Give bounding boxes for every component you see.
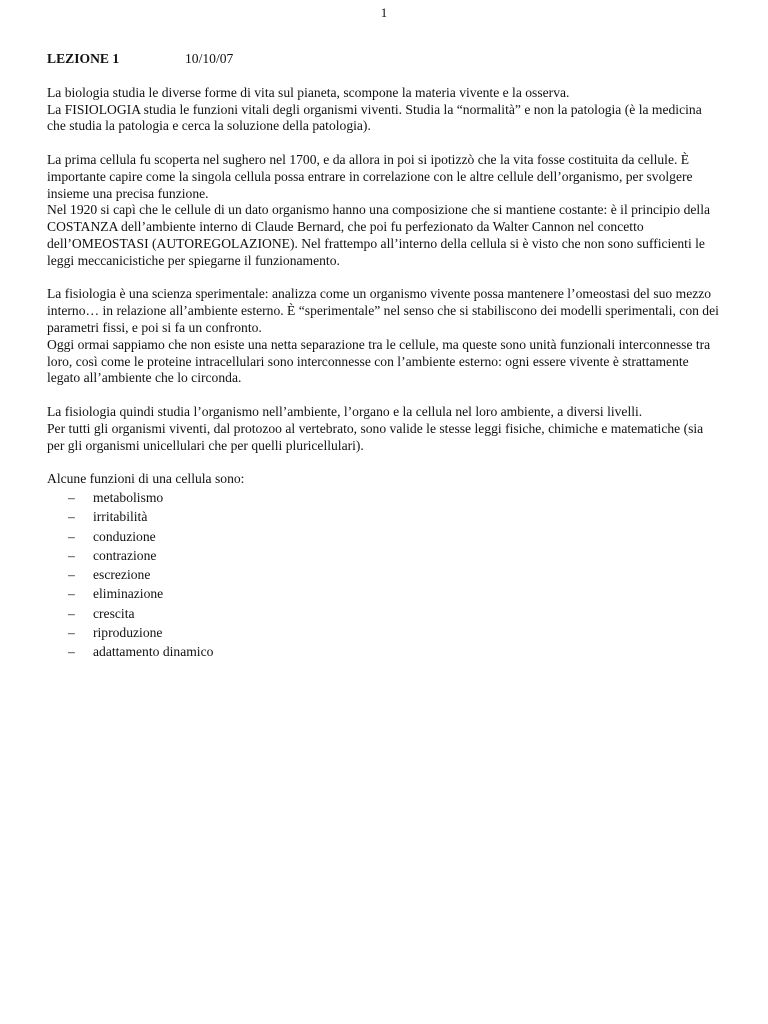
paragraph-block-experimental (47, 286, 722, 387)
lesson-date: 10/10/07 (185, 51, 234, 66)
list-item-label: metabolismo (93, 489, 164, 505)
list-item (47, 565, 722, 584)
list-item-label: escrezione (93, 567, 151, 583)
paragraph: Per tutti gli organismi viventi, dal protozoo al vertebrato, sono valide le stesse leggi fisiche, chimiche e matematiche (sia per gli organismi unicellulari che per quelli pluricellulari). (47, 420, 704, 453)
paragraph-block-levels (47, 404, 722, 454)
dash-bullet: – (68, 567, 75, 583)
list-item (47, 642, 722, 661)
list-item (47, 604, 722, 623)
functions-section (47, 471, 722, 661)
paragraph: La prima cellula fu scoperta nel sughero nel 1700, e da allora in poi si ipotizzò che la vita fosse costituita da cellule. È importante capire come la singola cellula possa entrare in correlazione con le altre cellule dell’organismo, per svolgere insieme una precisa funzione. (47, 151, 693, 201)
paragraph: La biologia studia le diverse forme di vita sul pianeta, scompone la materia vivente e la osserva. (47, 84, 570, 100)
list-item-label: eliminazione (93, 586, 164, 602)
list-item-label: riproduzione (93, 625, 163, 640)
paragraph: Nel 1920 si capì che le cellule di un dato organismo hanno una composizione che si mantiene costante: è il principio della COSTANZA dell’ambiente interno di Claude Bernard, che poi fu perfezionato da Walter Cannon nel concetto dell’OMEOSTASI (AUTOREGOLAZIONE). Nel frattempo all’interno della cellula si è visto che non sono sufficienti le leggi meccanicistiche per spiegarne il funzionamento. (47, 202, 711, 268)
list-item-label: crescita (93, 605, 135, 621)
paragraph: La FISIOLOGIA studia le funzioni vitali degli organismi viventi. Studia la “normalità” e non la patologia (è la medicina che studia la patologia e cerca la soluzione della patologia). (47, 101, 702, 134)
dash-bullet: – (68, 509, 75, 525)
dash-bullet: – (68, 625, 75, 640)
paragraph-block-intro (47, 85, 722, 135)
dash-bullet: – (68, 489, 75, 505)
paragraph-block-cells (47, 152, 722, 270)
list-item (47, 584, 722, 603)
paragraph: Oggi ormai sappiamo che non esiste una netta separazione tra le cellule, ma queste sono unità funzionali interconnesse tra loro, così come le proteine intracellulari sono interconnesse con l’ambiente esterno: ogni essere vivente è strattamente legato all’ambiente che lo circonda. (47, 336, 711, 386)
paragraph: La fisiologia quindi studia l’organismo nell’ambiente, l’organo e la cellula nel loro ambiente, a diversi livelli. (47, 403, 643, 419)
paragraph: La fisiologia è una scienza sperimentale: analizza come un organismo vivente possa mantenere l’omeostasi del suo mezzo interno… in relazione all’ambiente esterno. È “sperimentale” nel senso che si stabiliscono dei modelli sperimentali, con dei parametri fissi, e poi si fa un confronto. (47, 286, 719, 335)
list-item (47, 527, 722, 546)
functions-list (47, 488, 722, 662)
dash-bullet: – (68, 605, 75, 621)
document-body (47, 51, 722, 662)
dash-bullet: – (68, 547, 75, 563)
dash-bullet: – (68, 644, 75, 660)
dash-bullet: – (68, 528, 75, 544)
page-number: 1 (380, 5, 388, 20)
list-intro: Alcune funzioni di una cellula sono: (47, 471, 245, 487)
list-item (47, 623, 722, 642)
list-item (47, 507, 722, 526)
lesson-heading (47, 51, 722, 68)
list-item (47, 488, 722, 507)
list-item-label: adattamento dinamico (93, 644, 214, 660)
dash-bullet: – (68, 586, 75, 602)
list-item-label: contrazione (93, 547, 157, 563)
list-item (47, 546, 722, 565)
list-item-label: conduzione (93, 528, 156, 544)
list-item-label: irritabilità (93, 509, 148, 525)
lesson-title: LEZIONE 1 (47, 51, 120, 66)
